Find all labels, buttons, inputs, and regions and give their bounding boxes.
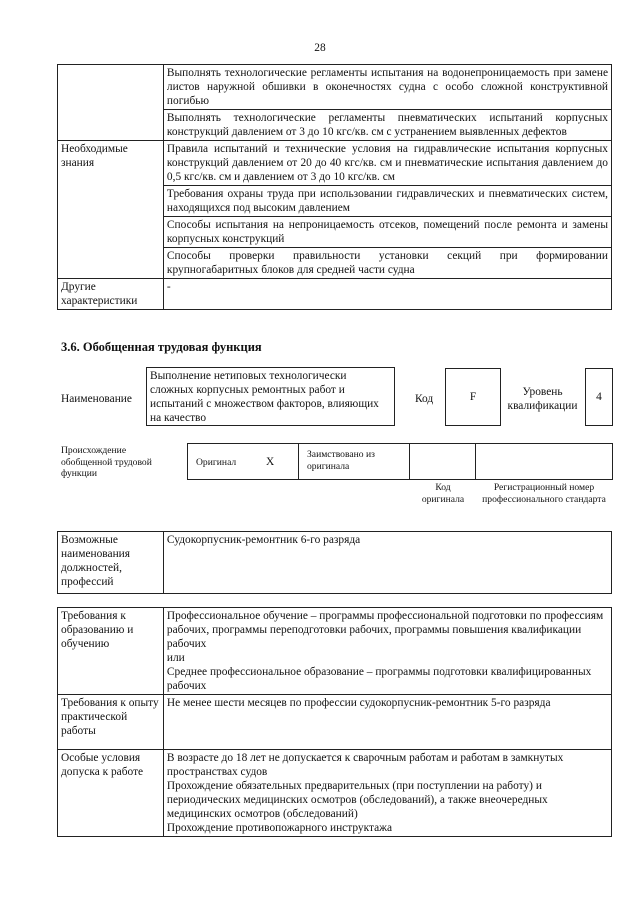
education-value [163,608,611,695]
code-original-label: Код оригинала [421,482,465,505]
knowledge-row: Правила испытаний и технические условия на гидравлические испытания корпусных конструкций давлением от 20 до 40 кгс/кв. см и пневматические испытания давлением до 0,5 кгс/кв. см и давлением от 3 до 10 кгс/кв. см [163,141,611,186]
condition-line: В возрасте до 18 лет не допускается к сварочным работам и работам в замкнутых пространствах судов [166,752,564,778]
other-characteristics-value: - [163,279,611,310]
education-label: Требования к образованию и обучению [58,608,164,695]
requirements-table [57,607,612,837]
origin-original-box [187,443,299,480]
experience-value: Не менее шести месяцев по профессии судокорпусник-ремонтник 5-го разряда [163,695,611,750]
page-number: 28 [314,42,326,54]
knowledge-row: Требования охраны труда при использовании гидравлических и пневматических систем, находящихся под высоким давлением [163,186,611,217]
code-value: F [445,368,501,426]
education-line: Профессиональное обучение – программы профессиональной подготовки по профессиям рабочих, программы переподготовки рабочих, программы повышения квалификации рабочих [166,610,604,650]
borrowed-from-original: Заимствовано из оригинала [298,443,410,480]
condition-line: Прохождение противопожарного инструктажа [166,822,393,834]
code-label: Код [415,393,434,405]
reg-number-label: Регистрационный номер профессионального стандарта [482,482,606,505]
reg-number-box [475,443,613,480]
skill-row: Выполнять технологические регламенты испытания на водонепроницаемость при замене листов наружной обшивки в оконечностях судна с особо сложной конструктивной погибью [163,65,611,110]
name-label: Наименование [61,393,132,405]
positions-value: Судокорпусник-ремонтник 6-го разряда [163,532,611,594]
name-value: Выполнение нетиповых технологически сложных корпусных ремонтных работ и испытаний с множеством факторов, влияющих на качество [146,367,395,426]
level-value: 4 [585,368,613,426]
original-label: Оригинал [196,457,237,468]
condition-line: Прохождение обязательных предварительных (при поступлении на работу) и периодических медицинских осмотров (обследований), а также внеочередных медицинских осмотров (обследований) [166,780,548,820]
knowledge-label: Необходимые знания [58,141,164,279]
skill-row: Выполнять технологические регламенты пневматических испытаний корпусных конструкций давлением от 3 до 10 кгс/кв. см с устранением выявленных дефектов [163,110,611,141]
experience-label: Требования к опыту практической работы [58,695,164,750]
original-mark: X [266,456,275,468]
knowledge-row: Способы испытания на непроницаемость отсеков, помещений после ремонта и замены корпусных конструкций [163,217,611,248]
origin-label: Происхождение обобщенной трудовой функции [61,445,152,479]
knowledge-row: Способы проверки правильности установки секций при формировании крупногабаритных блоков для средней части судна [163,248,611,279]
skills-knowledge-table [57,64,612,310]
positions-table [57,531,612,594]
education-line: Среднее профессиональное образование – программы подготовки квалифицированных рабочих [166,666,592,692]
conditions-label: Особые условия допуска к работе [58,750,164,837]
positions-label: Возможные наименования должностей, профессий [58,532,164,594]
skills-label-cell [58,65,164,141]
level-label: Уровень квалификации [507,386,578,412]
section-heading: 3.6. Обобщенная трудовая функция [61,340,262,354]
other-characteristics-label: Другие характеристики [58,279,164,310]
education-line: или [166,652,185,664]
conditions-value [163,750,611,837]
code-original-box [409,443,476,480]
